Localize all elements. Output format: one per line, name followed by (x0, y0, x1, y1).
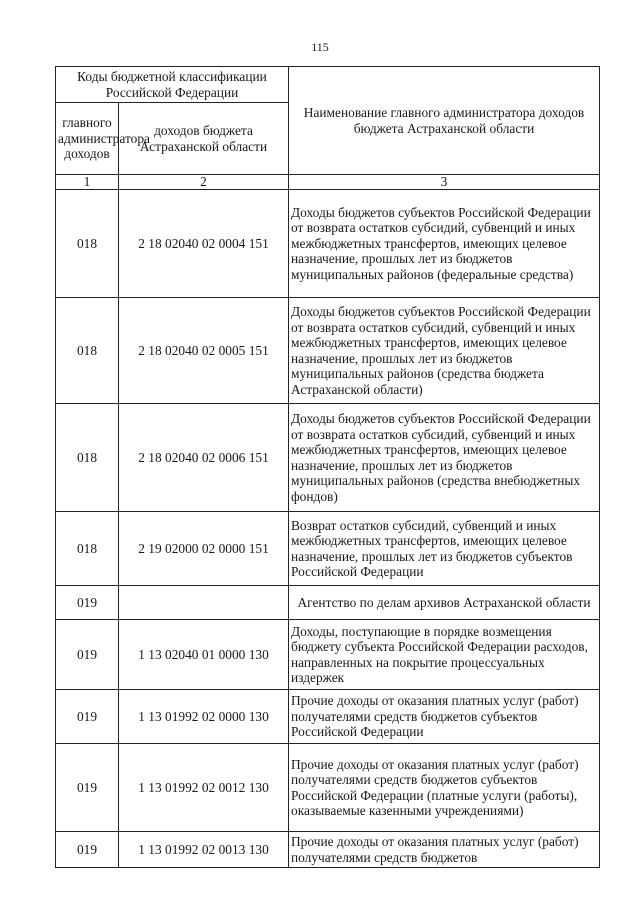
agency-row (56, 586, 600, 620)
column-number-3: 3 (289, 175, 600, 190)
header-col3-title: Наименование главного администратора доходов бюджета Астраханской области (289, 67, 600, 175)
budget-code-cell: 2 18 02040 02 0005 151 (119, 298, 289, 404)
admin-code-cell: 019 (56, 690, 119, 744)
table-row (56, 190, 600, 298)
header-group-title: Коды бюджетной классификации Российской Федерации (56, 67, 289, 103)
table-row (56, 832, 600, 868)
table-header-row (56, 67, 600, 103)
budget-code-cell: 1 13 01992 02 0000 130 (119, 690, 289, 744)
table-row (56, 404, 600, 512)
name-cell: Доходы бюджетов субъектов Российской Федерации от возврата остатков субсидий, субвенций и иных межбюджетных трансфертов, имеющих целевое назначение, прошлых лет из бюджетов муниципальных районов (федеральные средства) (289, 190, 600, 298)
budget-code-cell: 2 18 02040 02 0004 151 (119, 190, 289, 298)
table-row (56, 620, 600, 690)
column-number-1: 1 (56, 175, 119, 190)
header-col1-title: главного администратора доходов (56, 103, 119, 175)
name-cell: Прочие доходы от оказания платных услуг (работ) получателями средств бюджетов субъектов Российской Федерации (платные услуги (работы), оказываемые казенными учреждениями) (289, 744, 600, 832)
budget-code-cell (119, 586, 289, 620)
admin-code-cell: 019 (56, 620, 119, 690)
budget-classification-table (55, 66, 600, 868)
budget-code-cell: 2 18 02040 02 0006 151 (119, 404, 289, 512)
budget-code-cell: 2 19 02000 02 0000 151 (119, 512, 289, 586)
admin-code-cell: 018 (56, 190, 119, 298)
column-number-2: 2 (119, 175, 289, 190)
budget-code-cell: 1 13 02040 01 0000 130 (119, 620, 289, 690)
admin-code-cell: 018 (56, 404, 119, 512)
page-number: 115 (311, 40, 329, 54)
table-row (56, 512, 600, 586)
admin-code-cell: 018 (56, 512, 119, 586)
admin-code-cell: 019 (56, 586, 119, 620)
name-cell: Доходы бюджетов субъектов Российской Федерации от возврата остатков субсидий, субвенций и иных межбюджетных трансфертов, имеющих целевое назначение, прошлых лет из бюджетов муниципальных районов (средства внебюджетных фондов) (289, 404, 600, 512)
name-cell: Прочие доходы от оказания платных услуг (работ) получателями средств бюджетов (289, 832, 600, 868)
name-cell: Прочие доходы от оказания платных услуг (работ) получателями средств бюджетов субъектов Российской Федерации (289, 690, 600, 744)
name-cell: Доходы, поступающие в порядке возмещения бюджету субъекта Российской Федерации расходов, направленных на покрытие процессуальных издержек (289, 620, 600, 690)
table-row (56, 744, 600, 832)
agency-name-cell: Агентство по делам архивов Астраханской области (289, 586, 600, 620)
table-row (56, 690, 600, 744)
header-col2-title: доходов бюджета Астраханской области (119, 103, 289, 175)
admin-code-cell: 018 (56, 298, 119, 404)
name-cell: Доходы бюджетов субъектов Российской Федерации от возврата остатков субсидий, субвенций и иных межбюджетных трансфертов, имеющих целевое назначение, прошлых лет из бюджетов муниципальных районов (средства бюджета Астраханской области) (289, 298, 600, 404)
table-row (56, 298, 600, 404)
budget-code-cell: 1 13 01992 02 0013 130 (119, 832, 289, 868)
column-number-row (56, 175, 600, 190)
admin-code-cell: 019 (56, 832, 119, 868)
name-cell: Возврат остатков субсидий, субвенций и иных межбюджетных трансфертов, имеющих целевое назначение, прошлых лет из бюджетов субъектов Российской Федерации (289, 512, 600, 586)
admin-code-cell: 019 (56, 744, 119, 832)
budget-code-cell: 1 13 01992 02 0012 130 (119, 744, 289, 832)
